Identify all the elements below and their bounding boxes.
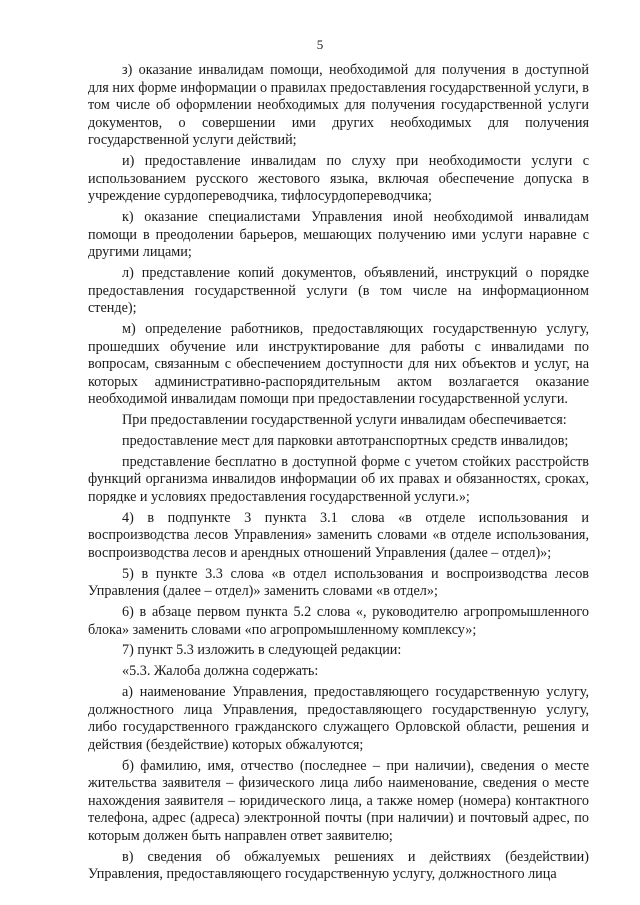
paragraph-5-3-heading: «5.3. Жалоба должна содержать: <box>122 663 319 680</box>
paragraph-item-4: 4) в подпункте 3 пункта 3.1 слова «в отделе использования и воспроизводства лесов Управления» заменить словами «в отделе использования, воспроизводства лесов и арендных отношений Управления (далее – отдел)»; <box>88 509 589 561</box>
paragraph-item-7: 7) пункт 5.3 изложить в следующей редакции: <box>122 642 402 659</box>
paragraph-item-6: 6) в абзаце первом пункта 5.2 слова «, руководителю агропромышленного блока» заменить словами «по агропромышленному комплексу»; <box>88 604 589 638</box>
paragraph-parking: предоставление мест для парковки автотранспортных средств инвалидов; <box>122 433 569 449</box>
document-body <box>88 62 589 887</box>
paragraph-free-information: представление бесплатно в доступной форме с учетом стойких расстройств функций организма инвалидов информации об их правах и обязанностях, сроках, порядке и условиях предоставления государственной услуги.»; <box>88 453 589 505</box>
page-number: 5 <box>316 37 324 52</box>
paragraph-m: м) определение работников, предоставляющих государственную услугу, прошедших обучение или инструктирование для работы с инвалидами по вопросам, связанным с обеспечением доступности для них объектов и услуг, на которых административно-распорядительным актом возлагается оказание необходимой инвалидам помощи при предоставлении государственной услуги. <box>88 321 589 408</box>
paragraph-complaint-b: б) фамилию, имя, отчество (последнее – при наличии), сведения о месте жительства заявителя – физического лица либо наименование, сведения о месте нахождения заявителя – юридического лица, а также номер (номера) контактного телефона, адрес (адреса) электронной почты (при наличии) и почтовый адрес, по которым должен быть направлен ответ заявителю; <box>88 757 589 844</box>
paragraph-i: и) предоставление инвалидам по слуху при необходимости услуги с использованием русского жестового языка, включая обеспечение допуска в учреждение сурдопереводчика, тифлосурдопереводчика; <box>88 153 589 205</box>
paragraph-item-5: 5) в пункте 3.3 слова «в отдел использования и воспроизводства лесов Управления (далее – отдел)» заменить словами «в отдел»; <box>88 565 589 600</box>
paragraph-k: к) оказание специалистами Управления иной необходимой инвалидам помощи в преодолении барьеров, мешающих получению ими услуги наравне с другими лицами; <box>88 209 589 261</box>
paragraph-complaint-v: в) сведения об обжалуемых решениях и действиях (бездействии) Управления, предоставляющего государственную услугу, должностного лица <box>88 848 589 883</box>
paragraph-z: з) оказание инвалидам помощи, необходимой для получения в доступной для них форме информации о правилах предоставления государственной услуги, в том числе об оформлении необходимых для получения государственной услуги документов, о совершении ими других необходимых для получения государственной услуги действий; <box>88 62 589 149</box>
paragraph-l: л) представление копий документов, объявлений, инструкций о порядке предоставления государственной услуги (в том числе на информационном стенде); <box>88 265 589 317</box>
paragraph-complaint-a: а) наименование Управления, предоставляющего государственную услугу, должностного лица Управления, предоставляющего государственную услугу, либо государственного гражданского служащего Орловской области, решения и действия (бездействие) которых обжалуются; <box>88 684 589 753</box>
paragraph-disability-provision: При предоставлении государственной услуги инвалидам обеспечивается: <box>122 412 567 429</box>
